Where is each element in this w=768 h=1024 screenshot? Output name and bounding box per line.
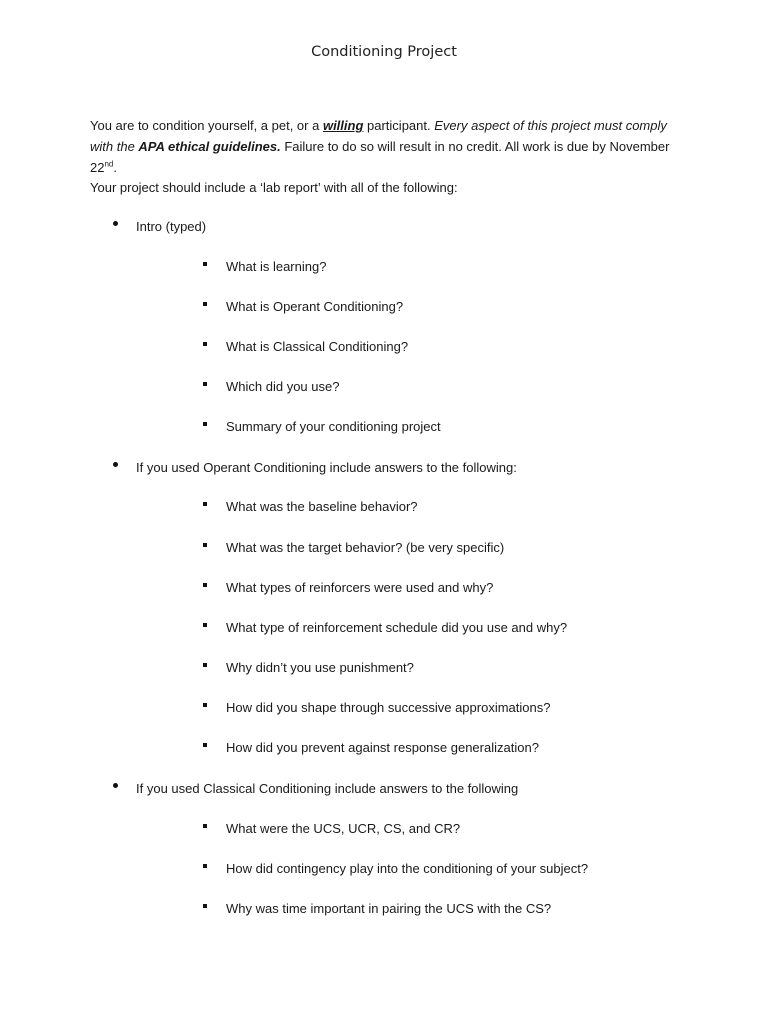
list-item (202, 739, 539, 757)
section-label: Intro (typed) (136, 219, 207, 234)
list-item (202, 539, 504, 557)
list-item-text: Why was time important in pairing the UCS with the CS? (226, 901, 552, 916)
intro-text-5: . (113, 160, 117, 175)
section-label: If you used Classical Conditioning include answers to the following (136, 781, 519, 796)
list-item (202, 659, 414, 677)
list-item (202, 298, 403, 316)
section-label: If you used Operant Conditioning include answers to the following: (136, 460, 517, 475)
list-item (202, 418, 441, 436)
page-title: Conditioning Project (311, 44, 457, 60)
list-item-text: What type of reinforcement schedule did you use and why? (226, 620, 568, 635)
list-item (202, 860, 588, 878)
list-item-text: How did you shape through successive approximations? (226, 700, 551, 715)
list-item (202, 900, 551, 918)
section-operant (111, 459, 517, 477)
list-item-text: What was the baseline behavior? (226, 499, 418, 514)
list-item (202, 619, 567, 637)
list-item (202, 338, 408, 356)
list-item-text: Summary of your conditioning project (226, 419, 441, 434)
list-item-text: What types of reinforcers were used and why? (226, 580, 494, 595)
list-item (202, 498, 418, 516)
instructions-paragraph (90, 115, 690, 178)
list-item (202, 579, 493, 597)
list-item (202, 378, 339, 396)
intro-text-4: Failure to do so will result in no credit. All work is due by November 22 (90, 139, 670, 175)
date-suffix: nd (104, 159, 114, 169)
list-item-text: What is learning? (226, 259, 327, 274)
intro-text-3: Every aspect of this project must comply with the (90, 118, 667, 154)
list-item-text: What is Operant Conditioning? (226, 299, 404, 314)
list-item (202, 258, 326, 276)
intro-text-2: participant. (363, 118, 435, 133)
list-item (202, 699, 550, 717)
list-item-text: Which did you use? (226, 379, 340, 394)
section-classical (111, 780, 518, 798)
list-item-text: How did contingency play into the conditioning of your subject? (226, 861, 589, 876)
lab-report-lead: Your project should include a ‘lab report’ with all of the following: (90, 180, 458, 195)
list-item-text: What is Classical Conditioning? (226, 339, 409, 354)
section-intro (111, 218, 206, 236)
list-item (202, 820, 460, 838)
list-item-text: What were the UCS, UCR, CS, and CR? (226, 821, 461, 836)
list-item-text: Why didn’t you use punishment? (226, 660, 414, 675)
apa-guidelines-emphasis: APA ethical guidelines. (138, 139, 281, 154)
intro-text-1: You are to condition yourself, a pet, or a (90, 118, 323, 133)
list-item-text: How did you prevent against response generalization? (226, 740, 539, 755)
list-item-text: What was the target behavior? (be very specific) (226, 540, 505, 555)
willing-emphasis: willing (322, 118, 364, 133)
